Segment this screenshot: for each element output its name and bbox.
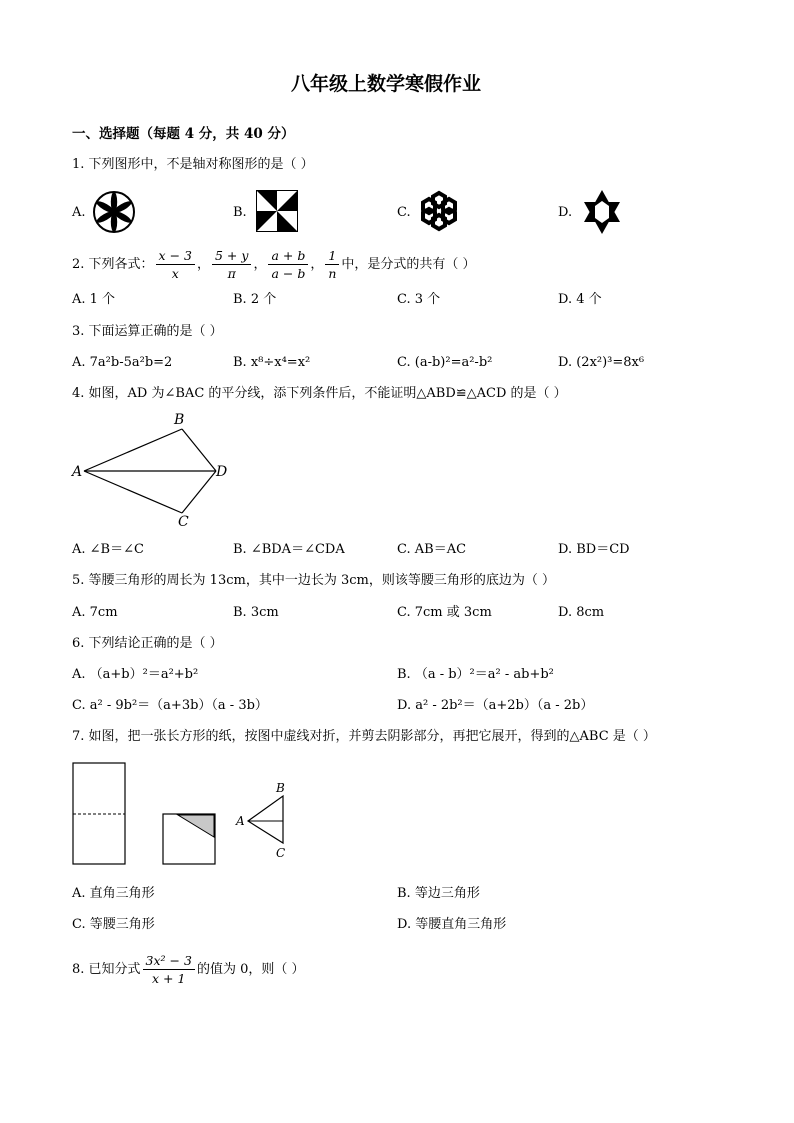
fraction-3-denominator: a − b (271, 266, 306, 281)
fraction-1-denominator: x (171, 266, 179, 281)
q4-option-b: B. ∠BDA＝∠CDA (233, 542, 345, 557)
q8-fraction-denominator: x + 1 (152, 971, 186, 986)
question-2-stem (72, 246, 476, 284)
q4-option-a: A. ∠B＝∠C (72, 542, 144, 557)
question-6-stem: 6. 下列结论正确的是（ ） (72, 636, 223, 651)
q2-option-b: B. 2 个 (233, 292, 277, 307)
q8-fraction-numerator: 3x² − 3 (143, 953, 195, 970)
question-5-stem: 5. 等腰三角形的周长为 13cm，其中一边长为 3cm，则该等腰三角形的底边为（ ） (72, 573, 555, 588)
question-4-stem: 4. 如图，AD 为∠BAC 的平分线，添下列条件后，不能证明△ABD≌△ACD 的是（ ） (72, 386, 567, 401)
point-b-label: B (174, 412, 185, 428)
fraction-2-denominator: π (227, 266, 236, 281)
point-c-label: C (178, 514, 189, 530)
fraction-1 (156, 248, 195, 281)
q3-option-b: B. x⁸÷x⁴=x² (233, 355, 311, 370)
fraction-4 (325, 248, 339, 281)
question-1-stem: 1. 下列图形中，不是轴对称图形的是（ ） (72, 157, 314, 172)
q8-prefix: 8. 已知分式 (72, 962, 141, 977)
q6-option-b: B. （a - b）²＝a² - ab+b² (397, 667, 554, 682)
q7-option-c: C. 等腰三角形 (72, 917, 155, 932)
six-point-star-icon (581, 189, 623, 235)
point-b-label: B (276, 781, 285, 795)
flower-circle-icon (92, 190, 136, 234)
q1-option-b-label: B. (233, 205, 247, 220)
q5-option-a: A. 7cm (72, 605, 118, 620)
q1-option-d-label: D. (558, 205, 573, 220)
question-3-stem: 3. 下面运算正确的是（ ） (72, 324, 223, 339)
section-heading: 一、选择题（每题 4 分，共 40 分） (72, 126, 295, 142)
separator: ， (196, 257, 210, 272)
q2-suffix: 中，是分式的共有（ ） (341, 257, 476, 272)
separator: ， (310, 257, 324, 272)
point-a-label: A (72, 464, 83, 480)
q7-folding-figure (72, 762, 302, 866)
page-title: 八年级上数学寒假作业 (291, 73, 482, 95)
q2-option-d: D. 4 个 (558, 292, 602, 307)
fraction-4-numerator: 1 (325, 248, 339, 265)
pinwheel-icon (256, 190, 298, 232)
q7-option-a: A. 直角三角形 (72, 886, 155, 901)
q3-option-a: A. 7a²b-5a²b=2 (72, 355, 173, 370)
q7-option-b: B. 等边三角形 (397, 886, 480, 901)
q4-option-c: C. AB＝AC (397, 542, 467, 557)
point-d-label: D (216, 464, 228, 480)
q8-suffix: 的值为 0，则（ ） (196, 962, 305, 977)
q6-option-a: A. （a+b）²＝a²+b² (72, 667, 199, 682)
fraction-2-numerator: 5 + y (212, 248, 251, 265)
q4-kite-figure (70, 408, 240, 533)
fraction-2 (212, 248, 251, 281)
q5-option-b: B. 3cm (233, 605, 279, 620)
q2-option-a: A. 1 个 (72, 292, 116, 307)
point-c-label: C (276, 846, 286, 860)
q1-option-a-label: A. (72, 205, 86, 220)
point-a-label: A (236, 814, 245, 828)
q3-option-c: C. (a-b)²=a²-b² (397, 355, 493, 370)
fraction-4-denominator: n (328, 266, 337, 281)
q7-option-d: D. 等腰直角三角形 (397, 917, 507, 932)
fraction-1-numerator: x − 3 (156, 248, 195, 265)
q4-option-d: D. BD＝CD (558, 542, 630, 557)
q2-prefix: 2. 下列各式： (72, 257, 154, 272)
question-8-stem (72, 950, 304, 990)
question-7-stem: 7. 如图，把一张长方形的纸，按图中虚线对折，并剪去阴影部分，再把它展开，得到的△ABC 是（ ） (72, 729, 656, 744)
q6-option-d: D. a² - 2b²＝（a+2b）（a - 2b） (397, 698, 594, 713)
separator: ， (253, 257, 267, 272)
q5-option-c: C. 7cm 或 3cm (397, 605, 492, 620)
q1-option-c-label: C. (397, 205, 411, 220)
fraction-3 (268, 248, 308, 281)
q5-option-d: D. 8cm (558, 605, 605, 620)
fraction-3-numerator: a + b (268, 248, 308, 265)
q3-option-d: D. (2x²)³=8x⁶ (558, 355, 645, 370)
hexagon-flower-icon (416, 190, 462, 232)
q2-option-c: C. 3 个 (397, 292, 441, 307)
q8-fraction (143, 953, 195, 986)
q6-option-c: C. a² - 9b²＝（a+3b）（a - 3b） (72, 698, 268, 713)
